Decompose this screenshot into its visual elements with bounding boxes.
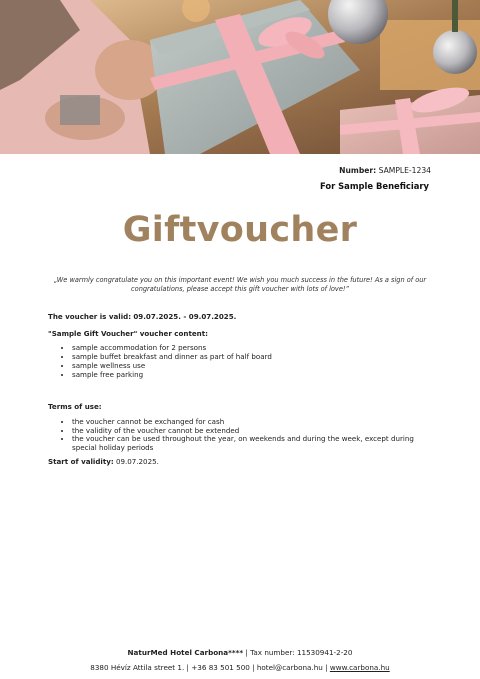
voucher-number <box>339 166 431 175</box>
content-label: "Sample Gift Voucher" voucher content: <box>48 328 208 338</box>
website-link[interactable]: www.carbona.hu <box>329 663 390 672</box>
address-line: 8380 Hévíz Attila street 1. | +36 83 501 500 | hotel@carbona.hu | <box>90 663 330 672</box>
congratulation-quote: „We warmly congratulate you on this important event! We wish you much success in the future! As a sign of our congratulations, please accept this gift voucher with lots of love!” <box>53 276 427 293</box>
list-item: • sample free parking <box>72 371 432 380</box>
validity-value: 09.07.2025. - 09.07.2025. <box>133 312 237 321</box>
tax-number: | Tax number: 11530941-2-20 <box>245 648 353 657</box>
header-photo <box>0 0 480 154</box>
list-item: • the validity of the voucher cannot be extended <box>72 427 432 436</box>
terms-list <box>48 418 432 453</box>
gift-photo-icon <box>0 0 480 154</box>
voucher-details <box>48 313 432 466</box>
voucher-number-label: Number: <box>339 166 377 175</box>
voucher-title: Giftvoucher <box>122 210 358 250</box>
footer-contact <box>0 663 480 672</box>
list-item: • sample wellness use <box>72 362 432 371</box>
content-list <box>48 344 432 379</box>
validity-label: The voucher is valid: <box>48 312 132 321</box>
list-item: • sample buffet breakfast and dinner as part of half board <box>72 353 432 362</box>
start-label: Start of validity: <box>48 456 114 466</box>
voucher-number-value: SAMPLE-1234 <box>378 166 431 175</box>
list-item: • the voucher can be used throughout the year, on weekends and during the week, except during special holiday periods <box>72 435 432 452</box>
validity-line <box>48 313 432 322</box>
terms-label: Terms of use: <box>48 402 102 412</box>
footer-hotel <box>0 648 480 657</box>
start-line <box>48 458 432 467</box>
beneficiary: For Sample Beneficiary <box>319 181 429 191</box>
list-item: • the voucher cannot be exchanged for cash <box>72 418 432 427</box>
start-value: 09.07.2025. <box>115 456 159 466</box>
hotel-name: NaturMed Hotel Carbona**** <box>127 648 244 657</box>
list-item: • sample accommodation for 2 persons <box>72 344 432 353</box>
